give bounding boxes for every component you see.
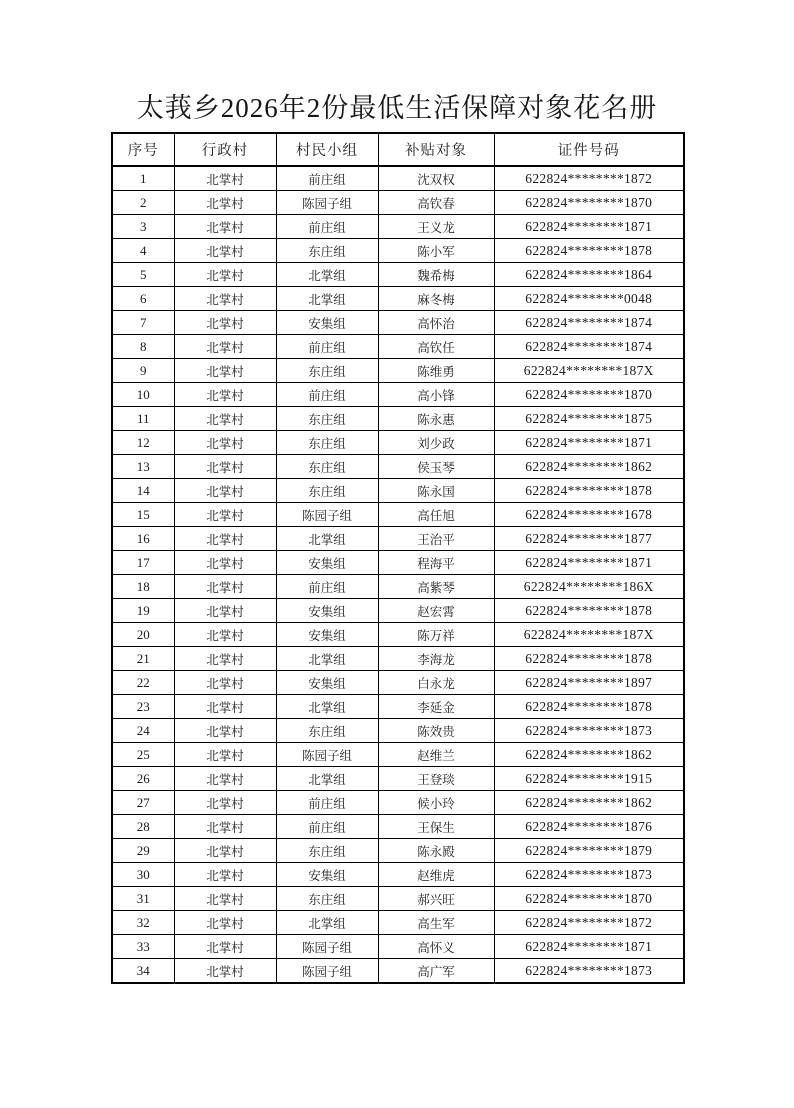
group-cell: 北掌组 — [276, 695, 378, 719]
person-cell: 高生军 — [378, 911, 494, 935]
person-cell: 王登琰 — [378, 767, 494, 791]
village-cell: 北掌村 — [174, 911, 276, 935]
person-cell: 高怀义 — [378, 935, 494, 959]
seq-cell: 3 — [112, 215, 174, 239]
seq-cell: 29 — [112, 839, 174, 863]
table-row — [112, 791, 684, 815]
table-row — [112, 671, 684, 695]
seq-cell: 24 — [112, 719, 174, 743]
table-row — [112, 239, 684, 263]
id-cell: 622824********1878 — [494, 695, 684, 719]
id-cell: 622824********1874 — [494, 311, 684, 335]
person-cell: 高钦春 — [378, 191, 494, 215]
table-row — [112, 263, 684, 287]
person-cell: 高怀治 — [378, 311, 494, 335]
table-row — [112, 959, 684, 984]
village-cell: 北掌村 — [174, 935, 276, 959]
village-cell: 北掌村 — [174, 215, 276, 239]
table-row — [112, 311, 684, 335]
table-row — [112, 839, 684, 863]
group-cell: 东庄组 — [276, 431, 378, 455]
village-cell: 北掌村 — [174, 455, 276, 479]
village-cell: 北掌村 — [174, 599, 276, 623]
group-cell: 陈园子组 — [276, 935, 378, 959]
page-title: 太莪乡2026年2份最低生活保障对象花名册 — [136, 93, 658, 123]
id-cell: 622824********1875 — [494, 407, 684, 431]
table-row — [112, 455, 684, 479]
table-row — [112, 551, 684, 575]
group-cell: 陈园子组 — [276, 503, 378, 527]
group-cell: 北掌组 — [276, 527, 378, 551]
id-cell: 622824********1870 — [494, 191, 684, 215]
seq-cell: 16 — [112, 527, 174, 551]
id-cell: 622824********1873 — [494, 863, 684, 887]
table-row — [112, 191, 684, 215]
village-cell: 北掌村 — [174, 479, 276, 503]
seq-cell: 5 — [112, 263, 174, 287]
group-cell: 北掌组 — [276, 647, 378, 671]
id-cell: 622824********1878 — [494, 479, 684, 503]
header-seq: 序号 — [112, 133, 174, 166]
seq-cell: 2 — [112, 191, 174, 215]
person-cell: 高紫琴 — [378, 575, 494, 599]
seq-cell: 7 — [112, 311, 174, 335]
seq-cell: 25 — [112, 743, 174, 767]
header-person: 补贴对象 — [378, 133, 494, 166]
group-cell: 东庄组 — [276, 839, 378, 863]
table-row — [112, 287, 684, 311]
header-row — [112, 133, 684, 166]
id-cell: 622824********1872 — [494, 911, 684, 935]
village-cell: 北掌村 — [174, 575, 276, 599]
village-cell: 北掌村 — [174, 191, 276, 215]
seq-cell: 23 — [112, 695, 174, 719]
group-cell: 东庄组 — [276, 479, 378, 503]
village-cell: 北掌村 — [174, 383, 276, 407]
seq-cell: 15 — [112, 503, 174, 527]
person-cell: 陈小军 — [378, 239, 494, 263]
id-cell: 622824********1897 — [494, 671, 684, 695]
village-cell: 北掌村 — [174, 287, 276, 311]
seq-cell: 34 — [112, 959, 174, 984]
header-group: 村民小组 — [276, 133, 378, 166]
village-cell: 北掌村 — [174, 503, 276, 527]
seq-cell: 18 — [112, 575, 174, 599]
table-row — [112, 743, 684, 767]
id-cell: 622824********1862 — [494, 455, 684, 479]
village-cell: 北掌村 — [174, 335, 276, 359]
person-cell: 王保生 — [378, 815, 494, 839]
seq-cell: 30 — [112, 863, 174, 887]
village-cell: 北掌村 — [174, 695, 276, 719]
seq-cell: 21 — [112, 647, 174, 671]
village-cell: 北掌村 — [174, 767, 276, 791]
person-cell: 李延金 — [378, 695, 494, 719]
id-cell: 622824********1876 — [494, 815, 684, 839]
table-row — [112, 575, 684, 599]
village-cell: 北掌村 — [174, 863, 276, 887]
seq-cell: 12 — [112, 431, 174, 455]
person-cell: 李海龙 — [378, 647, 494, 671]
person-cell: 高任旭 — [378, 503, 494, 527]
seq-cell: 6 — [112, 287, 174, 311]
group-cell: 陈园子组 — [276, 959, 378, 984]
group-cell: 前庄组 — [276, 166, 378, 191]
group-cell: 前庄组 — [276, 815, 378, 839]
id-cell: 622824********1678 — [494, 503, 684, 527]
id-cell: 622824********187X — [494, 359, 684, 383]
id-cell: 622824********1870 — [494, 887, 684, 911]
person-cell: 陈维勇 — [378, 359, 494, 383]
table-row — [112, 527, 684, 551]
table-row — [112, 647, 684, 671]
id-cell: 622824********1871 — [494, 935, 684, 959]
id-cell: 622824********1862 — [494, 743, 684, 767]
village-cell: 北掌村 — [174, 839, 276, 863]
seq-cell: 13 — [112, 455, 174, 479]
person-cell: 王治平 — [378, 527, 494, 551]
table-row — [112, 407, 684, 431]
seq-cell: 33 — [112, 935, 174, 959]
table-row — [112, 863, 684, 887]
village-cell: 北掌村 — [174, 743, 276, 767]
id-cell: 622824********1871 — [494, 551, 684, 575]
group-cell: 安集组 — [276, 599, 378, 623]
roster-table — [111, 132, 685, 984]
group-cell: 北掌组 — [276, 263, 378, 287]
seq-cell: 17 — [112, 551, 174, 575]
seq-cell: 20 — [112, 623, 174, 647]
seq-cell: 1 — [112, 166, 174, 191]
table-row — [112, 719, 684, 743]
group-cell: 前庄组 — [276, 335, 378, 359]
person-cell: 程海平 — [378, 551, 494, 575]
village-cell: 北掌村 — [174, 887, 276, 911]
group-cell: 东庄组 — [276, 359, 378, 383]
group-cell: 陈园子组 — [276, 191, 378, 215]
id-cell: 622824********1862 — [494, 791, 684, 815]
group-cell: 陈园子组 — [276, 743, 378, 767]
group-cell: 安集组 — [276, 671, 378, 695]
village-cell: 北掌村 — [174, 311, 276, 335]
id-cell: 622824********1872 — [494, 166, 684, 191]
id-cell: 622824********1878 — [494, 239, 684, 263]
seq-cell: 28 — [112, 815, 174, 839]
id-cell: 622824********1878 — [494, 599, 684, 623]
id-cell: 622824********1915 — [494, 767, 684, 791]
id-cell: 622824********187X — [494, 623, 684, 647]
seq-cell: 10 — [112, 383, 174, 407]
table-row — [112, 695, 684, 719]
village-cell: 北掌村 — [174, 719, 276, 743]
id-cell: 622824********1873 — [494, 719, 684, 743]
person-cell: 陈永惠 — [378, 407, 494, 431]
group-cell: 东庄组 — [276, 407, 378, 431]
person-cell: 陈永国 — [378, 479, 494, 503]
table-row — [112, 431, 684, 455]
group-cell: 前庄组 — [276, 791, 378, 815]
id-cell: 622824********1878 — [494, 647, 684, 671]
group-cell: 安集组 — [276, 623, 378, 647]
seq-cell: 32 — [112, 911, 174, 935]
group-cell: 北掌组 — [276, 911, 378, 935]
group-cell: 安集组 — [276, 863, 378, 887]
id-cell: 622824********1870 — [494, 383, 684, 407]
person-cell: 候小玲 — [378, 791, 494, 815]
group-cell: 北掌组 — [276, 767, 378, 791]
table-row — [112, 503, 684, 527]
group-cell: 北掌组 — [276, 287, 378, 311]
seq-cell: 31 — [112, 887, 174, 911]
person-cell: 王义龙 — [378, 215, 494, 239]
table-row — [112, 479, 684, 503]
table-row — [112, 911, 684, 935]
id-cell: 622824********1877 — [494, 527, 684, 551]
group-cell: 东庄组 — [276, 887, 378, 911]
person-cell: 高小锋 — [378, 383, 494, 407]
seq-cell: 11 — [112, 407, 174, 431]
header-id: 证件号码 — [494, 133, 684, 166]
seq-cell: 8 — [112, 335, 174, 359]
id-cell: 622824********1873 — [494, 959, 684, 984]
table-row — [112, 767, 684, 791]
person-cell: 沈双权 — [378, 166, 494, 191]
village-cell: 北掌村 — [174, 791, 276, 815]
person-cell: 陈永殿 — [378, 839, 494, 863]
village-cell: 北掌村 — [174, 671, 276, 695]
table-row — [112, 935, 684, 959]
village-cell: 北掌村 — [174, 623, 276, 647]
table-row — [112, 335, 684, 359]
table-row — [112, 166, 684, 191]
table-row — [112, 599, 684, 623]
id-cell: 622824********1871 — [494, 431, 684, 455]
seq-cell: 19 — [112, 599, 174, 623]
village-cell: 北掌村 — [174, 815, 276, 839]
village-cell: 北掌村 — [174, 959, 276, 984]
seq-cell: 9 — [112, 359, 174, 383]
table-row — [112, 815, 684, 839]
table-row — [112, 383, 684, 407]
person-cell: 赵维兰 — [378, 743, 494, 767]
id-cell: 622824********0048 — [494, 287, 684, 311]
village-cell: 北掌村 — [174, 166, 276, 191]
seq-cell: 22 — [112, 671, 174, 695]
id-cell: 622824********186X — [494, 575, 684, 599]
id-cell: 622824********1879 — [494, 839, 684, 863]
person-cell: 刘少政 — [378, 431, 494, 455]
group-cell: 安集组 — [276, 551, 378, 575]
person-cell: 赵维虎 — [378, 863, 494, 887]
village-cell: 北掌村 — [174, 359, 276, 383]
person-cell: 麻冬梅 — [378, 287, 494, 311]
village-cell: 北掌村 — [174, 551, 276, 575]
group-cell: 东庄组 — [276, 239, 378, 263]
table-row — [112, 359, 684, 383]
table-row — [112, 215, 684, 239]
village-cell: 北掌村 — [174, 407, 276, 431]
header-village: 行政村 — [174, 133, 276, 166]
person-cell: 赵宏霄 — [378, 599, 494, 623]
person-cell: 高钦任 — [378, 335, 494, 359]
id-cell: 622824********1864 — [494, 263, 684, 287]
person-cell: 陈效贵 — [378, 719, 494, 743]
table-row — [112, 887, 684, 911]
seq-cell: 26 — [112, 767, 174, 791]
group-cell: 前庄组 — [276, 383, 378, 407]
person-cell: 郝兴旺 — [378, 887, 494, 911]
person-cell: 高广军 — [378, 959, 494, 984]
group-cell: 东庄组 — [276, 719, 378, 743]
person-cell: 魏希梅 — [378, 263, 494, 287]
id-cell: 622824********1871 — [494, 215, 684, 239]
person-cell: 陈万祥 — [378, 623, 494, 647]
group-cell: 安集组 — [276, 311, 378, 335]
person-cell: 白永龙 — [378, 671, 494, 695]
person-cell: 侯玉琴 — [378, 455, 494, 479]
village-cell: 北掌村 — [174, 647, 276, 671]
seq-cell: 27 — [112, 791, 174, 815]
village-cell: 北掌村 — [174, 263, 276, 287]
group-cell: 前庄组 — [276, 575, 378, 599]
village-cell: 北掌村 — [174, 239, 276, 263]
id-cell: 622824********1874 — [494, 335, 684, 359]
village-cell: 北掌村 — [174, 431, 276, 455]
village-cell: 北掌村 — [174, 527, 276, 551]
seq-cell: 4 — [112, 239, 174, 263]
table-row — [112, 623, 684, 647]
group-cell: 前庄组 — [276, 215, 378, 239]
seq-cell: 14 — [112, 479, 174, 503]
group-cell: 东庄组 — [276, 455, 378, 479]
